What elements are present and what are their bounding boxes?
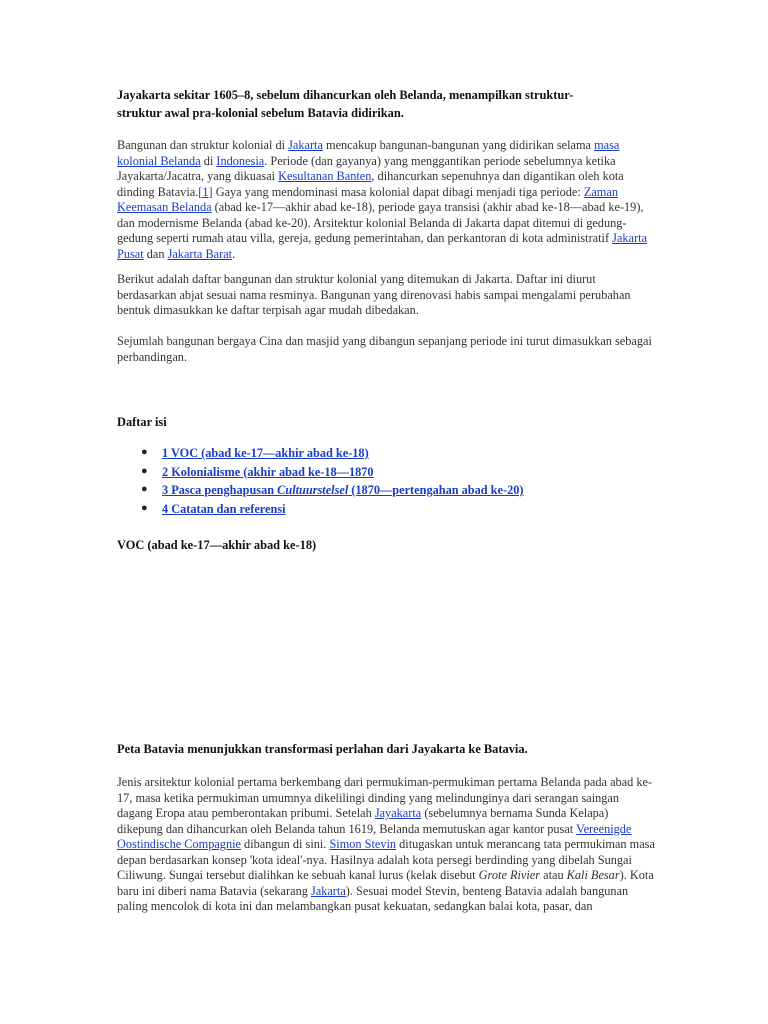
text: . <box>232 246 236 261</box>
text: dan <box>143 246 168 261</box>
text: , dihancurkan sepenuhnya dan digantikan oleh kota dinding Batavia. <box>117 169 624 199</box>
caption-line: struktur awal pra-kolonial sebelum Batavia didirikan. <box>117 106 404 120</box>
text: mencakup bangunan-bangunan yang didirikan selama <box>322 138 595 152</box>
toc-link-catatan[interactable]: 4 Catatan dan referensi <box>162 501 286 516</box>
text: atau <box>540 868 567 882</box>
text: Bangunan dan struktur kolonial di <box>117 138 289 152</box>
link-jayakarta[interactable]: Jayakarta <box>374 806 422 820</box>
bullet-icon: ● <box>141 446 148 458</box>
map-caption: Peta Batavia menunjukkan transformasi perlahan dari Jayakarta ke Batavia. <box>117 742 528 756</box>
toc-link-voc[interactable]: 1 VOC (abad ke-17—akhir abad ke-18) <box>162 446 369 460</box>
text: ditugaskan untuk merancang tata permukiman masa depan berdasarkan konsep 'kota ideal'-nya. Hasilnya adalah kota persegi berdinding yang dibelah Sungai Ciliwung. Sungai tersebut dialihkan ke sebuah kanal lurus (kelak disebut <box>117 837 655 882</box>
toc-link-pasca-penghapusan[interactable] <box>162 483 523 498</box>
text: di <box>200 153 217 168</box>
link-zaman-keemasan-belanda[interactable]: Zaman Keemasan Belanda <box>117 184 618 214</box>
bullet-icon: ● <box>141 501 148 514</box>
caption-line: Jayakarta sekitar 1605–8, sebelum dihancurkan oleh Belanda, menampilkan struktur- <box>117 88 574 102</box>
text: dibangun di sini. <box>240 837 330 851</box>
bullet-icon: ● <box>141 483 148 495</box>
image-caption <box>117 86 657 122</box>
comparison-paragraph: Sejumlah bangunan bergaya Cina dan masjid yang dibangun sepanjang periode ini turut dimasukkan sebagai perbandingan. <box>117 334 652 364</box>
link-voc[interactable]: Vereenigde Oostindische Compagnie <box>117 821 632 851</box>
text: Cultuurstelsel <box>277 483 349 497</box>
text: (1870—pertengahan abad ke-20) <box>348 483 524 497</box>
link-jakarta-pusat[interactable]: Jakarta Pusat <box>117 231 647 261</box>
link-kesultanan-banten[interactable]: Kesultanan Banten <box>278 169 372 183</box>
text: Grote Rivier <box>478 868 541 882</box>
text: . Periode (dan gayanya) yang menggantikan periode sebelumnya ketika Jayakarta/Jacatra, yang dikuasai <box>117 153 616 183</box>
text: Jenis arsitektur kolonial pertama berkembang dari permukiman-permukiman pertama Belanda pada abad ke-17, masa ketika permukiman umumnya dikelilingi dinding yang melindunginya dari serangan saingan dagang Eropa atau pemberontakan pribumi. Setelah <box>117 775 653 820</box>
intro-paragraph <box>117 138 657 262</box>
text: (sebelumnya bernama Sunda Kelapa) dikepung dan dihancurkan oleh Belanda tahun 1619, Belanda memutuskan agar kantor pusat <box>117 806 609 836</box>
link-simon-stevin[interactable]: Simon Stevin <box>329 837 397 851</box>
section-heading-voc: VOC (abad ke-17—akhir abad ke-18) <box>117 538 317 552</box>
voc-paragraph <box>117 775 657 915</box>
toc-link-kolonialisme[interactable]: 2 Kolonialisme (akhir abad ke-18—1870 <box>162 464 374 479</box>
text: 3 Pasca penghapusan <box>162 483 278 497</box>
text: (abad ke-17—akhir abad ke-18), periode gaya transisi (akhir abad ke-18—abad ke-19), dan modernisme Belanda (abad ke-20). Arsitektur kolonial Belanda di Jakarta dapat ditemui di gedung-gedung seperti rumah atau villa, gereja, gedung pemerintahan, dan perkantoran di kota administratif <box>117 200 644 245</box>
list-intro-paragraph: Berikut adalah daftar bangunan dan struktur kolonial yang ditemukan di Jakarta. Daftar ini diurut berdasarkan abjat sesuai nama resminya. Bangunan yang direnovasi habis sampai mengalami perubahan bentuk dimasukkan ke daftar terpisah agar mudah dibedakan. <box>117 272 631 317</box>
toc-title: Daftar isi <box>117 415 167 429</box>
link-jakarta-2[interactable]: Jakarta <box>310 883 346 898</box>
text: Kali Besar <box>566 868 620 882</box>
text: ). Sesuai model Stevin, benteng Batavia adalah bangunan paling mencolok di kota ini dan melambangkan pusat kekuatan, sedangkan balai kota, pasar, dan <box>117 883 629 913</box>
link-indonesia[interactable]: Indonesia <box>216 153 265 168</box>
link-jakarta-barat[interactable]: Jakarta Barat <box>167 246 233 261</box>
footnote-link-1[interactable]: [1] <box>198 184 213 199</box>
bullet-icon: ● <box>141 464 148 477</box>
text: ). Kota baru ini diberi nama Batavia (sekarang <box>117 868 654 898</box>
text: Gaya yang mendominasi masa kolonial dapat dibagi menjadi tiga periode: <box>212 184 584 199</box>
link-jakarta[interactable]: Jakarta <box>288 138 323 152</box>
link-masa-kolonial-belanda[interactable]: masa kolonial Belanda <box>117 138 620 168</box>
